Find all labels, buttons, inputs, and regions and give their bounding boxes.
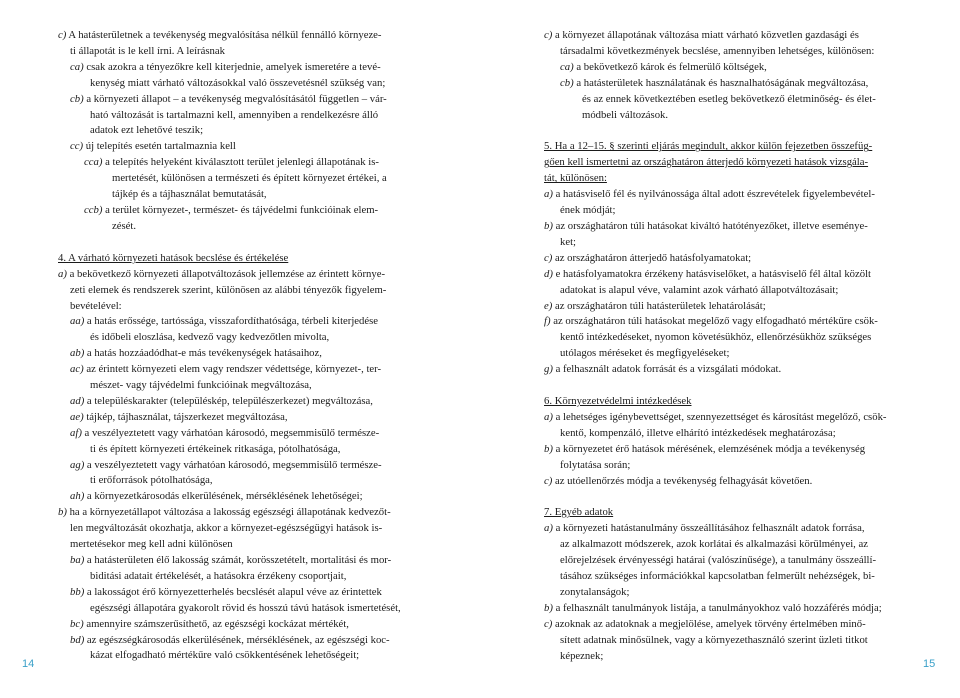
line-text: tájkép és a tájhasználat bemutatását, (112, 188, 267, 201)
section-heading-line (58, 251, 414, 267)
list-label: ae) (70, 410, 84, 423)
line-text: a környezeti hatástanulmány összeállításához felhasznált adatok forrása, (555, 522, 865, 535)
text-line (544, 601, 906, 617)
line-text: az országhatáron átterjedő hatásfolyamatokat; (554, 251, 752, 264)
line-text: az érintett környezeti elem vagy rendszer védettsége, környezet-, ter- (86, 363, 382, 376)
line-text: zonytalanságok; (560, 586, 630, 598)
line-text: a településkarakter (településkép, települészerkezet) megváltozása, (86, 394, 373, 407)
line-text: a hatás erőssége, tartóssága, visszafordíthatósága, térbeli kiterjedése (86, 315, 379, 328)
text-line (544, 521, 906, 537)
left-page-column (58, 28, 414, 664)
line-text: a felhasznált tanulmányok listája, a tanulmányokhoz való hozzáférés módja; (555, 601, 882, 614)
text-line (58, 585, 414, 601)
text-line (58, 219, 414, 235)
list-label: g) (544, 363, 553, 376)
line-text: új telepítés esetén tartalmaznia kell (85, 140, 236, 153)
line-text: ha a környezetállapot változása a lakosság egészségi állapotának kedvezőt- (69, 506, 391, 519)
list-label: b) (544, 442, 553, 455)
line-text: és időbeli eloszlása, kedvező vagy kedvezőtlen mivolta, (90, 331, 330, 344)
text-line (58, 314, 414, 330)
list-label: e) (544, 299, 553, 312)
line-text: azoknak az adatoknak a megjelölése, amelyek törvény értelmében minő- (554, 617, 866, 630)
list-label: cc) (70, 140, 84, 153)
line-text: társadalmi következmények becslése, amennyiben lehetséges, különösen: (560, 44, 875, 57)
line-text: az utóellenőrzés módja a tevékenység felhagyását követően. (554, 474, 813, 487)
line-text: 6. Környezetvédelmi intézkedések (544, 395, 692, 408)
line-text: utólagos méréseket és megfigyeléseket; (560, 347, 730, 360)
line-text: A hatásterületnek a tevékenység megvalósítása nélkül fennálló környeze- (68, 29, 382, 41)
text-line (58, 187, 414, 203)
line-text: kázat elfogadható mértékűre való csökkentésének lehetőségeit; (90, 649, 360, 662)
list-label: af) (70, 426, 82, 439)
text-line (544, 219, 906, 235)
section-heading-line (544, 394, 906, 410)
text-line (544, 537, 906, 553)
text-line (58, 28, 414, 44)
line-text: 7. Egyéb adatok (544, 506, 614, 519)
section-gap (58, 235, 414, 251)
list-label: cb) (70, 92, 84, 105)
text-line (544, 362, 906, 378)
list-label: c) (544, 29, 553, 41)
text-line (58, 378, 414, 394)
line-text: ti erőforrások pótolhatósága, (90, 474, 213, 487)
text-line (58, 458, 414, 474)
section-gap (544, 378, 906, 394)
section-gap (544, 489, 906, 505)
line-text: képeznek; (560, 649, 604, 662)
text-line (544, 633, 906, 649)
line-text: a környezeti állapot – a tevékenység megvalósításától független – vár- (86, 92, 387, 105)
line-text: sített adatnak minősülnek, vagy a környezethasználó szerint üzleti titkot (560, 633, 868, 646)
line-text: az országhatáron túli hatásokat megelőző vagy elfogadható mértékűre csök- (553, 315, 878, 328)
text-line (544, 92, 906, 108)
list-label: c) (544, 617, 553, 630)
line-text: bevételével: (70, 299, 122, 312)
text-line (58, 155, 414, 171)
section-gap (544, 123, 906, 139)
text-line (58, 123, 414, 139)
text-line (544, 426, 906, 442)
text-line (58, 299, 414, 315)
section-heading-line (544, 505, 906, 521)
line-text: ható változását is tartalmazni kell, amennyiben a rendelkezésre álló (90, 108, 379, 121)
list-label: c) (544, 474, 553, 487)
line-text: a bekövetkező károk és felmerülő költségek, (576, 60, 767, 73)
text-line (544, 458, 906, 474)
list-label: a) (544, 410, 553, 423)
text-line (58, 76, 414, 92)
line-text: az alkalmazott módszerek, azok korlátai és alkalmazási körülményei, az (560, 538, 869, 551)
list-label: f) (544, 315, 551, 328)
text-line (544, 203, 906, 219)
line-text: a veszélyeztetett vagy várhatóan károsodó, megsemmisülő természe- (84, 426, 380, 439)
text-line (544, 474, 906, 490)
text-line (544, 283, 906, 299)
line-text: a környezetet érő hatások mérésének, elemzésének módja a tevékenység (555, 442, 866, 455)
line-text: módbeli változások. (582, 108, 669, 121)
text-line (58, 648, 414, 664)
text-line (544, 442, 906, 458)
text-line (544, 569, 906, 585)
line-text: a hatásviselő fél és nyilvánossága által adott észrevételek figyelembevétel- (555, 188, 875, 201)
text-line (544, 410, 906, 426)
text-line (544, 235, 906, 251)
list-label: ccb) (84, 203, 103, 216)
page-number-right: 15 (923, 658, 936, 670)
text-line (58, 92, 414, 108)
section-heading-line (544, 139, 906, 155)
right-page-column (544, 28, 906, 665)
text-line (58, 521, 414, 537)
line-text: folytatása során; (560, 458, 631, 471)
line-text: kentő, kompenzáló, illetve elhárító intézkedések meghatározása; (560, 426, 836, 439)
text-line (544, 44, 906, 60)
text-line (544, 60, 906, 76)
text-line (544, 76, 906, 92)
line-text: az országhatáron túli hatásterületek lehatárolását; (554, 299, 766, 312)
line-text: az egészségkárosodás elkerülésének, mérséklésének, az egészségi koc- (86, 633, 390, 646)
text-line (544, 330, 906, 346)
list-label: a) (544, 522, 553, 535)
text-line (544, 187, 906, 203)
list-label: ah) (70, 490, 85, 503)
line-text: a bekövetkező környezeti állapotváltozások jellemzése az érintett környe- (69, 267, 386, 280)
list-label: c) (544, 251, 553, 264)
list-label: cb) (560, 76, 574, 89)
list-label: cca) (84, 156, 103, 169)
line-text: az országhatáron túli hatásokat kiváltó hatótényezőket, illetve eseménye- (555, 219, 868, 232)
text-line (58, 410, 414, 426)
text-line (544, 585, 906, 601)
line-text: a felhasznált adatok forrását és a vizsgálati módokat. (555, 363, 782, 376)
text-line (58, 267, 414, 283)
line-text: a hatás hozzáadódhat-e más tevékenységek hatásaihoz, (86, 347, 322, 360)
line-text: mertetésekor meg kell adni különösen (70, 538, 233, 551)
line-text: mertetését, különösen a természeti és épített környezet értékei, a (112, 172, 387, 185)
text-line (58, 44, 414, 60)
line-text: előrejelzések érvényességi határai (valószínűsége), a tanulmány összeállí- (560, 554, 877, 567)
line-text: a lakosságot érő környezetterhelés becslését alapul véve az érintettek (86, 585, 382, 598)
list-label: ac) (70, 363, 84, 376)
text-line (544, 251, 906, 267)
text-line (544, 314, 906, 330)
text-line (58, 203, 414, 219)
text-line (58, 553, 414, 569)
list-label: b) (544, 601, 553, 614)
text-line (58, 139, 414, 155)
text-line (58, 283, 414, 299)
list-label: ca) (560, 60, 574, 73)
list-label: bc) (70, 617, 84, 630)
line-text: ket; (560, 235, 577, 248)
list-label: a) (58, 267, 67, 280)
list-label: aa) (70, 315, 85, 328)
text-line (544, 553, 906, 569)
list-label: b) (544, 219, 553, 232)
text-line (544, 108, 906, 124)
text-line (58, 569, 414, 585)
page-number-left: 14 (22, 658, 35, 670)
text-line (58, 442, 414, 458)
line-text: a veszélyeztetett vagy várhatóan károsodó, megsemmisülő természe- (86, 458, 382, 471)
line-text: a hatásterületek használatának és hasznalhatóságának megváltozása, (576, 76, 869, 89)
text-line (58, 426, 414, 442)
text-line (58, 362, 414, 378)
list-label: bd) (70, 633, 85, 646)
line-text: kentő intézkedéseket, nyomon követésükhöz, ellenőrzésükhöz szükséges (560, 331, 872, 344)
list-label: ag) (70, 458, 85, 471)
line-text: ének módját; (560, 204, 616, 217)
section-heading-line (544, 155, 906, 171)
line-text: egészségi állapotára gyakorolt rövid és hosszú távú hatások ismertetését, (90, 601, 401, 614)
text-line (544, 299, 906, 315)
line-text: len megváltozását okozhatja, akkor a környezet-egészségügyi hatások is- (70, 522, 383, 535)
list-label: b) (58, 506, 67, 519)
line-text: adatokat is alapul véve, valamint azok várható állapotváltozásait; (560, 283, 839, 296)
line-text: ti állapotát is le kell írni. A leírásnak (70, 44, 225, 57)
line-text: mészet- vagy tájvédelmi funkcióinak megváltozása, (90, 379, 312, 392)
text-line (58, 633, 414, 649)
line-text: kenység miatt várható változásokkal való összevetésnél szükség van; (90, 76, 386, 89)
line-text: 5. Ha a 12–15. § szerinti eljárás megindult, akkor külön fejezetben összefüg- (544, 140, 873, 153)
line-text: a hatásterületen élő lakosság számát, korösszetételt, mortalitási és mor- (86, 554, 392, 566)
list-label: c) (58, 29, 67, 41)
list-label: ab) (70, 347, 85, 360)
line-text: tájkép, tájhasználat, tájszerkezet megváltozása, (86, 410, 288, 423)
line-text: zését. (112, 219, 137, 232)
text-line (58, 346, 414, 362)
line-text: zeti elemek és rendszerek szerint, különösen az alábbi tényezők figyelem- (70, 283, 387, 296)
text-line (58, 394, 414, 410)
line-text: ti és épített környezeti értékeinek ritkasága, pótolhatósága, (90, 442, 341, 455)
line-text: csak azokra a tényezőkre kell kiterjednie, amelyek ismeretére a tevé- (86, 60, 381, 73)
text-line (544, 617, 906, 633)
text-line (544, 267, 906, 283)
list-label: a) (544, 188, 553, 201)
text-line (58, 171, 414, 187)
list-label: ba) (70, 554, 85, 566)
line-text: e hatásfolyamatokra érzékeny hatásviselőket, a hatásviselő fél által közölt (555, 267, 872, 280)
section-heading-line (544, 171, 906, 187)
text-line (58, 505, 414, 521)
text-line (58, 330, 414, 346)
text-line (58, 537, 414, 553)
line-text: gően kell ismertetni az országhatáron átterjedő környezeti hatások vizsgála- (544, 156, 869, 169)
text-line (544, 28, 906, 44)
line-text: a környezet állapotának változása miatt várható közvetlen gazdasági és (554, 29, 859, 41)
line-text: 4. A várható környezeti hatások becslése és értékelése (58, 251, 289, 264)
line-text: a terület környezet-, természet- és tájvédelmi funkcióinak elem- (105, 203, 379, 216)
line-text: tásához szükséges információkkal kapcsolatban felmerült nehézségek, bi- (560, 570, 875, 583)
list-label: bb) (70, 585, 85, 598)
line-text: amennyire számszerűsíthető, az egészségi kockázat mértékét, (86, 617, 349, 630)
text-line (544, 649, 906, 665)
line-text: és az ennek következtében esetleg bekövetkező életminőség- és élet- (582, 92, 876, 105)
line-text: biditási adatait értékelését, a hatásokra érzékeny csoportjait, (90, 569, 347, 582)
list-label: ad) (70, 394, 85, 407)
line-text: a telepítés helyeként kiválasztott terület jelenlegi állapotának is- (105, 156, 379, 169)
list-label: d) (544, 267, 553, 280)
text-line (58, 617, 414, 633)
line-text: tát, különösen: (544, 172, 607, 185)
text-line (58, 473, 414, 489)
line-text: a lehetséges igénybevettséget, szennyezettséget és károsítást megelőző, csök- (555, 410, 887, 423)
text-line (58, 489, 414, 505)
line-text: a környezetkárosodás elkerülésének, mérséklésének lehetőségei; (86, 490, 363, 503)
line-text: adatok ezt lehetővé teszik; (90, 124, 204, 137)
list-label: ca) (70, 60, 84, 73)
text-line (544, 346, 906, 362)
text-line (58, 60, 414, 76)
text-line (58, 601, 414, 617)
text-line (58, 108, 414, 124)
